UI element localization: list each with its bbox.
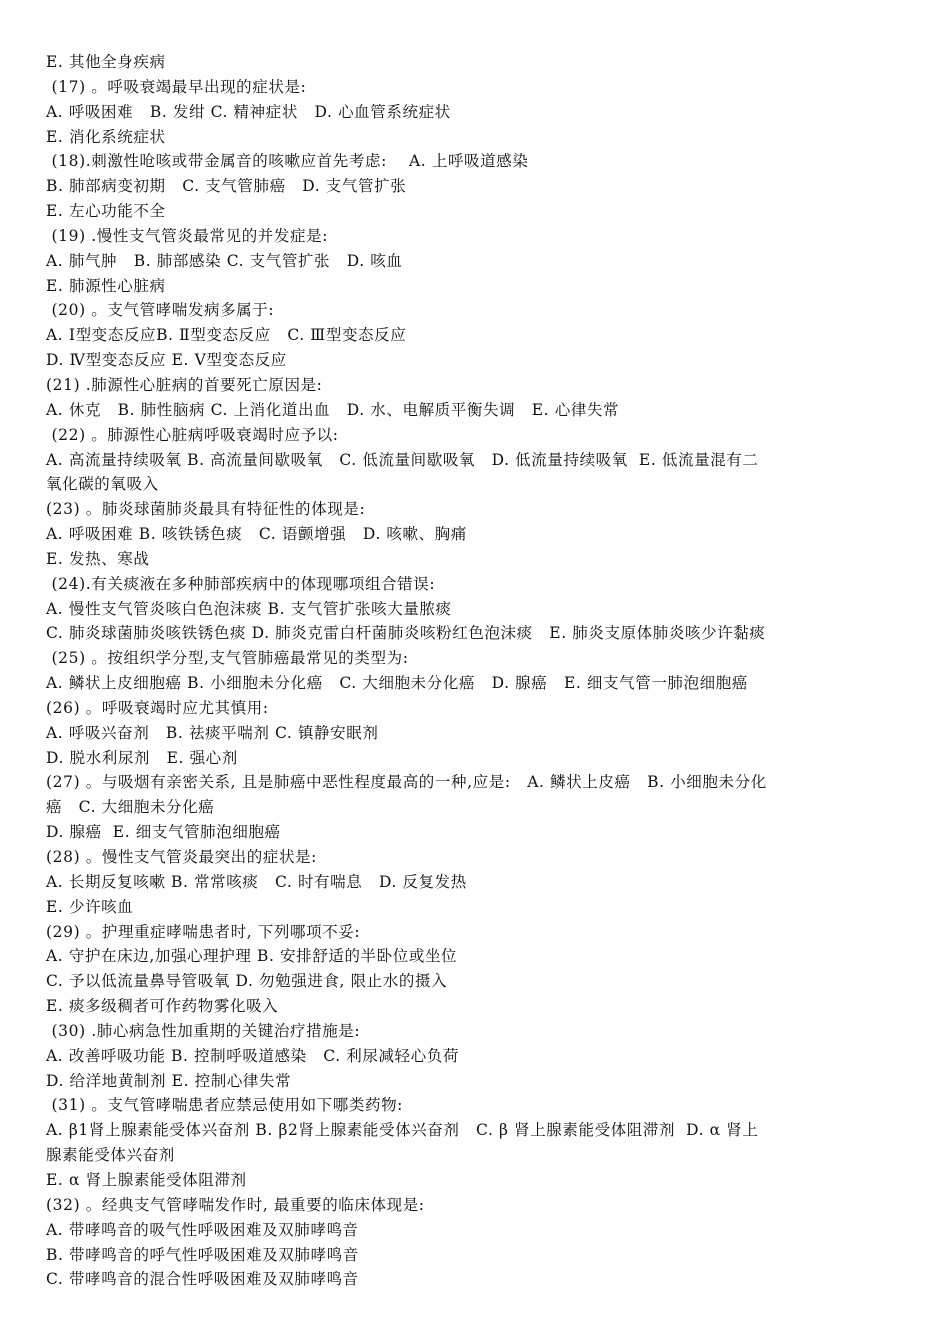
question-23-stem: (23) 。肺炎球菌肺炎最具有特征性的体现是: [46, 500, 366, 519]
question-29-options-cont: C. 予以低流量鼻导管吸氧 D. 勿勉强进食, 限止水的摄入 [46, 972, 448, 991]
question-28-option-e: E. 少许咳血 [46, 897, 134, 916]
question-22-options: A. 高流量持续吸氧 B. 高流量间歇吸氧 C. 低流量间歇吸氧 D. 低流量持续吸氧 E. 低流量混有二 [46, 450, 759, 469]
question-27-options-cont: D. 腺癌 E. 细支气管肺泡细胞癌 [46, 823, 281, 842]
question-30-stem: (30) .肺心病急性加重期的关键治疗措施是: [46, 1021, 361, 1040]
question-32-option-b: B. 带哮鸣音的呼气性呼吸困难及双肺哮鸣音 [46, 1245, 359, 1264]
question-26-options-cont: D. 脱水利尿剂 E. 强心剂 [46, 748, 238, 767]
question-25-options: A. 鳞状上皮细胞癌 B. 小细胞未分化癌 C. 大细胞未分化癌 D. 腺癌 E. 细支气管一肺泡细胞癌 [46, 674, 748, 693]
question-31-options-cont: 腺素能受体兴奋剂 [46, 1146, 175, 1165]
question-31-options: A. β1肾上腺素能受体兴奋剂 B. β2肾上腺素能受体兴奋剂 C. β 肾上腺素能受体阻滞剂 D. α 肾上 [46, 1121, 759, 1140]
question-22-stem: (22) 。肺源性心脏病呼吸衰竭时应予以: [46, 425, 339, 444]
question-24-options: A. 慢性支气管炎咳白色泡沫痰 B. 支气管扩张咳大量脓痰 [46, 599, 452, 618]
question-22-options-cont: 氧化碳的氧吸入 [46, 475, 159, 494]
question-19-options: A. 肺气肿 B. 肺部感染 C. 支气管扩张 D. 咳血 [46, 251, 403, 270]
question-32-stem: (32) 。经典支气管哮喘发作时, 最重要的临床体现是: [46, 1195, 425, 1214]
question-17-options: A. 呼吸困难 B. 发绀 C. 精神症状 D. 心血管系统症状 [46, 102, 451, 121]
question-25-stem: (25) 。按组织学分型,支气管肺癌最常见的类型为: [46, 649, 409, 668]
question-30-options-cont: D. 给洋地黄制剂 E. 控制心律失常 [46, 1071, 292, 1090]
question-29-option-e: E. 痰多级稠者可作药物雾化吸入 [46, 997, 279, 1016]
question-31-option-e: E. α 肾上腺素能受体阻滞剂 [46, 1170, 247, 1189]
document-page [46, 50, 908, 1292]
question-20-options: A. Ⅰ型变态反应B. Ⅱ型变态反应 C. Ⅲ型变态反应 [46, 326, 407, 345]
question-27-options: 癌 C. 大细胞未分化癌 [46, 798, 215, 817]
question-24-options-cont: C. 肺炎球菌肺炎咳铁锈色痰 D. 肺炎克雷白杆菌肺炎咳粉红色泡沫痰 E. 肺炎支原体肺炎咳少许黏痰 [46, 624, 766, 643]
question-31-stem: (31) 。支气管哮喘患者应禁忌使用如下哪类药物: [46, 1096, 403, 1115]
question-23-option-e: E. 发热、寒战 [46, 549, 150, 568]
question-32-option-a: A. 带哮鸣音的吸气性呼吸困难及双肺哮鸣音 [46, 1220, 359, 1239]
question-21-options: A. 休克 B. 肺性脑病 C. 上消化道出血 D. 水、电解质平衡失调 E. 心律失常 [46, 400, 620, 419]
question-17-stem: (17) 。呼吸衰竭最早出现的症状是: [46, 77, 307, 96]
question-20-options-cont: D. Ⅳ型变态反应 E. Ⅴ型变态反应 [46, 351, 287, 370]
question-18-stem: (18).刺激性呛咳或带金属音的咳嗽应首先考虑: A. 上呼吸道感染 [46, 152, 529, 171]
question-17-option-e: E. 消化系统症状 [46, 127, 166, 146]
question-32-option-c: C. 带哮鸣音的混合性呼吸困难及双肺哮鸣音 [46, 1270, 359, 1289]
question-28-stem: (28) 。慢性支气管炎最突出的症状是: [46, 848, 317, 866]
question-19-stem: (19) .慢性支气管炎最常见的并发症是: [46, 226, 329, 245]
question-27-stem: (27) 。与吸烟有亲密关系, 且是肺癌中恶性程度最高的一种,应是: A. 鳞状上皮癌 B. 小细胞未分化 [46, 773, 767, 792]
question-23-options: A. 呼吸困难 B. 咳铁锈色痰 C. 语颤增强 D. 咳嗽、胸痛 [46, 525, 467, 544]
question-21-stem: (21) .肺源性心脏病的首要死亡原因是: [46, 375, 323, 394]
question-28-options: A. 长期反复咳嗽 B. 常常咳痰 C. 时有喘息 D. 反复发热 [46, 872, 467, 891]
question-29-stem: (29) 。护理重症哮喘患者时, 下列哪项不妥: [46, 922, 361, 941]
question-30-options: A. 改善呼吸功能 B. 控制呼吸道感染 C. 利尿减轻心负荷 [46, 1046, 459, 1065]
text-line: E. 其他全身疾病 [46, 53, 166, 71]
question-18-option-e: E. 左心功能不全 [46, 202, 166, 221]
question-18-options: B. 肺部病变初期 C. 支气管肺癌 D. 支气管扩张 [46, 177, 407, 196]
question-26-stem: (26) 。呼吸衰竭时应尤其慎用: [46, 698, 269, 717]
question-19-option-e: E. 肺源性心脏病 [46, 276, 166, 295]
question-20-stem: (20) 。支气管哮喘发病多属于: [46, 301, 275, 320]
question-24-stem: (24).有关痰液在多种肺部疾病中的体现哪项组合错误: [46, 574, 436, 593]
question-29-options: A. 守护在床边,加强心理护理 B. 安排舒适的半卧位或坐位 [46, 947, 458, 966]
question-26-options: A. 呼吸兴奋剂 B. 祛痰平喘剂 C. 镇静安眠剂 [46, 723, 379, 742]
